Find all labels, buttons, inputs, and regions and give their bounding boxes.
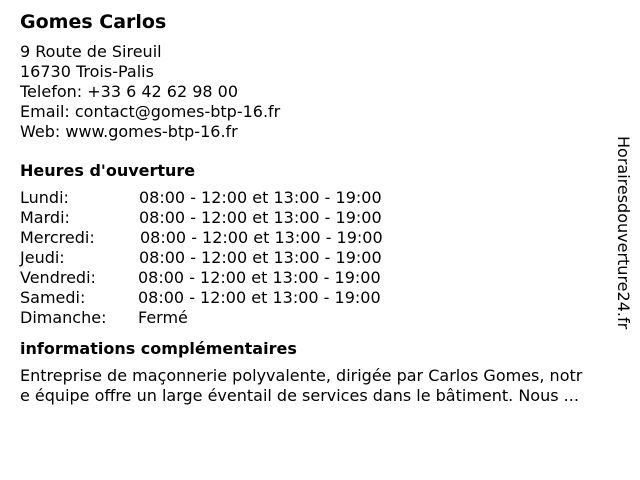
hours-row-friday	[20, 268, 610, 288]
hours-row-tuesday	[20, 208, 610, 228]
hours-row-saturday	[20, 288, 610, 308]
day-label: Mardi:	[20, 208, 70, 227]
description-line: e équipe offre un large éventail de services dans le bâtiment. Nous ...	[20, 386, 579, 405]
time-range: 08:00 - 12:00 et 13:00 - 19:00	[139, 208, 382, 227]
time-range: Fermé	[138, 308, 188, 327]
time-range: 08:00 - 12:00 et 13:00 - 19:00	[140, 228, 383, 247]
day-label: Jeudi:	[20, 248, 65, 267]
time-range: 08:00 - 12:00 et 13:00 - 19:00	[139, 188, 382, 207]
info-heading: informations complémentaires	[20, 339, 297, 358]
web-line: Web: www.gomes-btp-16.fr	[20, 122, 238, 141]
phone-line: Telefon: +33 6 42 62 98 00	[20, 82, 239, 101]
time-range: 08:00 - 12:00 et 13:00 - 19:00	[138, 288, 381, 307]
time-range: 08:00 - 12:00 et 13:00 - 19:00	[138, 268, 381, 287]
hours-row-wednesday	[20, 228, 610, 248]
business-name: Gomes Carlos	[20, 11, 167, 33]
description-line: Entreprise de maçonnerie polyvalente, dirigée par Carlos Gomes, notr	[20, 366, 583, 385]
day-label: Mercredi:	[20, 228, 95, 247]
address-city: 16730 Trois-Palis	[20, 62, 154, 81]
address-street: 9 Route de Sireuil	[20, 42, 162, 61]
hours-heading: Heures d'ouverture	[20, 161, 196, 180]
day-label: Samedi:	[20, 288, 86, 307]
business-card	[20, 10, 610, 406]
email-line: Email: contact@gomes-btp-16.fr	[20, 102, 281, 121]
hours-row-sunday	[20, 308, 610, 328]
day-label: Vendredi:	[20, 268, 96, 287]
site-watermark: Horairesdouverture24.fr	[614, 136, 633, 330]
hours-row-monday	[20, 188, 610, 208]
time-range: 08:00 - 12:00 et 13:00 - 19:00	[139, 248, 382, 267]
hours-row-thursday	[20, 248, 610, 268]
day-label: Lundi:	[20, 188, 69, 207]
day-label: Dimanche:	[20, 308, 107, 327]
hours-table	[20, 188, 610, 328]
